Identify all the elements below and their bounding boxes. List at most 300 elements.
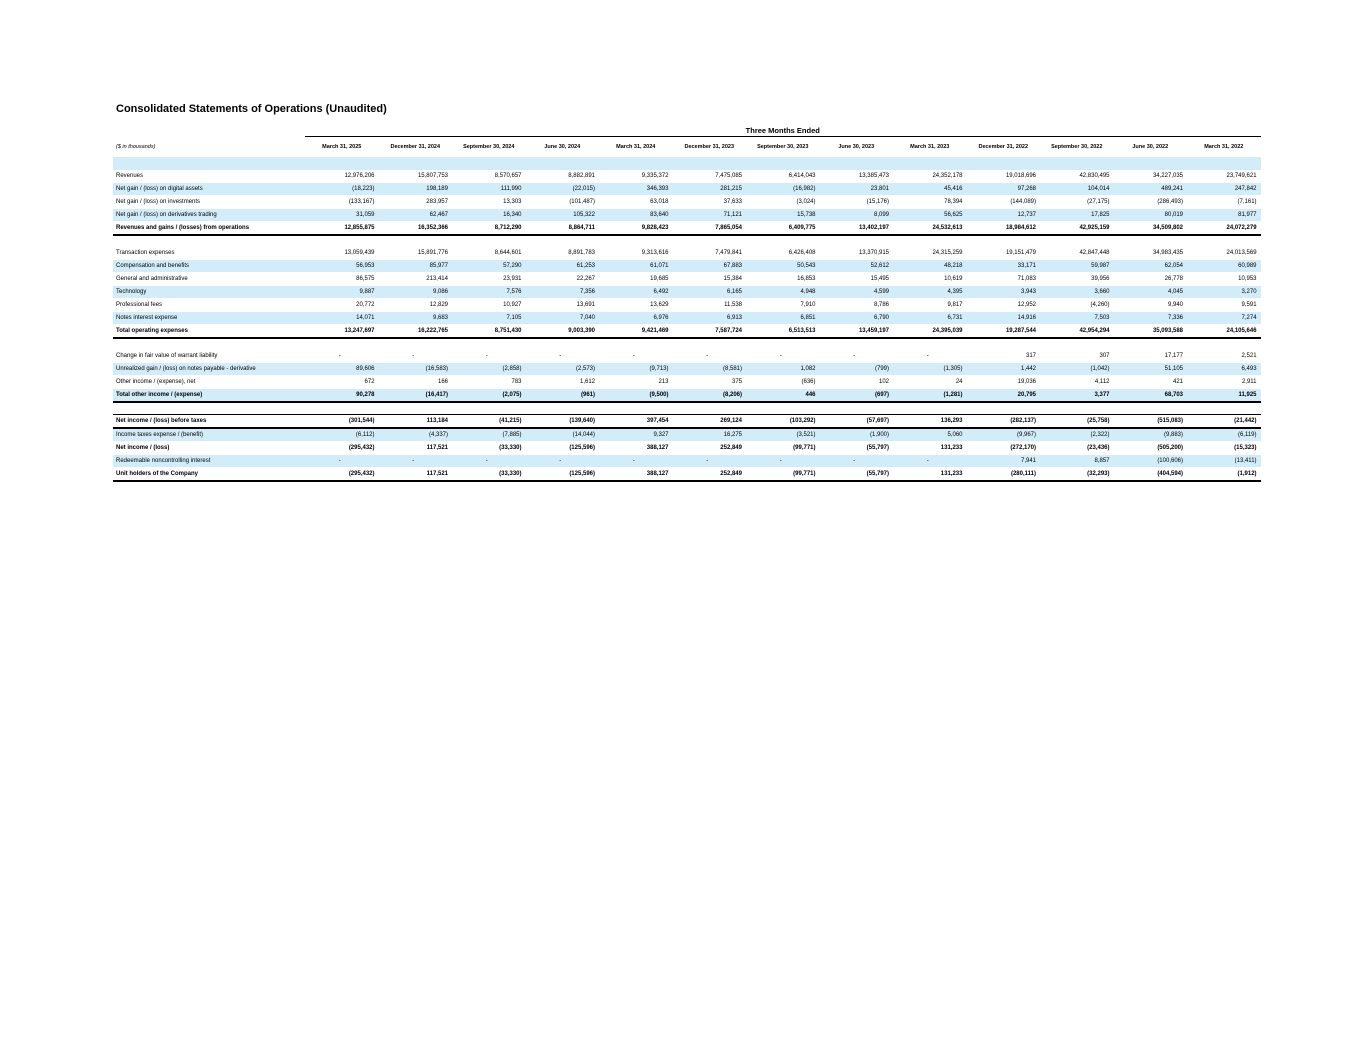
table-row bbox=[113, 350, 1261, 363]
value-cell: (799) bbox=[820, 363, 894, 376]
value-cell: 9,335,372 bbox=[599, 170, 673, 183]
value-cell: 131,233 bbox=[893, 442, 967, 455]
value-cell: (16,417) bbox=[379, 389, 453, 403]
row-label: Revenues and gains / (losses) from operations bbox=[113, 222, 305, 236]
value-cell: (4,337) bbox=[379, 428, 453, 442]
value-cell: - bbox=[893, 350, 967, 363]
value-cell: (7,885) bbox=[452, 428, 526, 442]
value-cell: (1,042) bbox=[1040, 363, 1114, 376]
table-row bbox=[113, 376, 1261, 389]
value-cell: 15,738 bbox=[746, 209, 820, 222]
column-header: March 31, 2023 bbox=[910, 144, 950, 150]
value-cell: 6,165 bbox=[673, 286, 747, 299]
value-cell: (7,161) bbox=[1187, 196, 1261, 209]
value-cell: 8,099 bbox=[820, 209, 894, 222]
value-cell: 4,948 bbox=[746, 286, 820, 299]
value-cell: 317 bbox=[967, 350, 1041, 363]
value-cell: 388,127 bbox=[599, 468, 673, 482]
value-cell: 7,356 bbox=[526, 286, 600, 299]
value-cell: 61,071 bbox=[599, 260, 673, 273]
value-cell: 13,459,197 bbox=[820, 325, 894, 339]
value-cell: 346,393 bbox=[599, 183, 673, 196]
row-label: Net income / (loss) before taxes bbox=[113, 415, 305, 429]
value-cell: 7,274 bbox=[1187, 312, 1261, 325]
value-cell: 62,054 bbox=[1114, 260, 1188, 273]
value-cell: (15,323) bbox=[1187, 442, 1261, 455]
table-row bbox=[113, 273, 1261, 286]
value-cell: 9,591 bbox=[1187, 299, 1261, 312]
column-header-row bbox=[113, 137, 1261, 158]
value-cell: 2,911 bbox=[1187, 376, 1261, 389]
row-label: Notes interest expense bbox=[113, 312, 305, 325]
value-cell: 489,241 bbox=[1114, 183, 1188, 196]
value-cell: 34,983,435 bbox=[1114, 247, 1188, 260]
value-cell: 388,127 bbox=[599, 442, 673, 455]
value-cell: (1,912) bbox=[1187, 468, 1261, 482]
value-cell: - bbox=[599, 350, 673, 363]
value-cell: 24,013,569 bbox=[1187, 247, 1261, 260]
value-cell: 12,952 bbox=[967, 299, 1041, 312]
value-cell: 61,253 bbox=[526, 260, 600, 273]
value-cell: 16,275 bbox=[673, 428, 747, 442]
value-cell: 6,492 bbox=[599, 286, 673, 299]
table-row bbox=[113, 363, 1261, 376]
total-row bbox=[113, 415, 1261, 429]
value-cell: 421 bbox=[1114, 376, 1188, 389]
value-cell: 17,825 bbox=[1040, 209, 1114, 222]
value-cell: 8,786 bbox=[820, 299, 894, 312]
value-cell: 446 bbox=[746, 389, 820, 403]
value-cell: (33,330) bbox=[452, 468, 526, 482]
value-cell: 13,402,197 bbox=[820, 222, 894, 236]
value-cell: 19,151,479 bbox=[967, 247, 1041, 260]
row-label: Total other income / (expense) bbox=[113, 389, 305, 403]
value-cell: 102 bbox=[820, 376, 894, 389]
value-cell: 7,587,724 bbox=[673, 325, 747, 339]
value-cell: 111,990 bbox=[452, 183, 526, 196]
value-cell: 13,629 bbox=[599, 299, 673, 312]
total-row bbox=[113, 222, 1261, 236]
value-cell: - bbox=[673, 455, 747, 468]
value-cell: 8,891,783 bbox=[526, 247, 600, 260]
value-cell: (1,900) bbox=[820, 428, 894, 442]
value-cell: 3,943 bbox=[967, 286, 1041, 299]
value-cell: 13,370,915 bbox=[820, 247, 894, 260]
value-cell: (1,305) bbox=[893, 363, 967, 376]
value-cell: (32,293) bbox=[1040, 468, 1114, 482]
value-cell: 7,576 bbox=[452, 286, 526, 299]
value-cell: 6,426,408 bbox=[746, 247, 820, 260]
value-cell: - bbox=[820, 350, 894, 363]
value-cell: 39,956 bbox=[1040, 273, 1114, 286]
value-cell: 56,625 bbox=[893, 209, 967, 222]
value-cell: 9,086 bbox=[379, 286, 453, 299]
value-cell: - bbox=[746, 350, 820, 363]
value-cell: (57,697) bbox=[820, 415, 894, 429]
value-cell: 8,570,657 bbox=[452, 170, 526, 183]
period-label: Three Months Ended bbox=[305, 123, 1261, 137]
table-row bbox=[113, 286, 1261, 299]
table-row bbox=[113, 247, 1261, 260]
value-cell: 105,322 bbox=[526, 209, 600, 222]
value-cell: 45,416 bbox=[893, 183, 967, 196]
value-cell: (295,432) bbox=[305, 442, 379, 455]
value-cell: 213 bbox=[599, 376, 673, 389]
column-header: June 30, 2022 bbox=[1132, 144, 1169, 150]
value-cell: - bbox=[746, 455, 820, 468]
value-cell: 24,315,259 bbox=[893, 247, 967, 260]
value-cell: 6,493 bbox=[1187, 363, 1261, 376]
value-cell: 31,059 bbox=[305, 209, 379, 222]
value-cell: 67,883 bbox=[673, 260, 747, 273]
value-cell: 71,083 bbox=[967, 273, 1041, 286]
value-cell: 35,093,588 bbox=[1114, 325, 1188, 339]
table-row bbox=[113, 455, 1261, 468]
value-cell: (13,411) bbox=[1187, 455, 1261, 468]
spacer-cell bbox=[113, 235, 1261, 247]
value-cell: 213,414 bbox=[379, 273, 453, 286]
table-row bbox=[113, 170, 1261, 183]
value-cell: 68,703 bbox=[1114, 389, 1188, 403]
total-row bbox=[113, 325, 1261, 339]
value-cell: 9,817 bbox=[893, 299, 967, 312]
value-cell: 51,105 bbox=[1114, 363, 1188, 376]
value-cell: 9,003,390 bbox=[526, 325, 600, 339]
value-cell: 90,278 bbox=[305, 389, 379, 403]
value-cell: 78,394 bbox=[893, 196, 967, 209]
value-cell: 83,640 bbox=[599, 209, 673, 222]
value-cell: 9,683 bbox=[379, 312, 453, 325]
value-cell: (286,493) bbox=[1114, 196, 1188, 209]
value-cell: 24,105,646 bbox=[1187, 325, 1261, 339]
value-cell: (2,573) bbox=[526, 363, 600, 376]
value-cell: 15,891,776 bbox=[379, 247, 453, 260]
value-cell: (961) bbox=[526, 389, 600, 403]
value-cell: 9,940 bbox=[1114, 299, 1188, 312]
value-cell: (99,771) bbox=[746, 468, 820, 482]
value-cell: (15,176) bbox=[820, 196, 894, 209]
value-cell: 307 bbox=[1040, 350, 1114, 363]
value-cell: 63,018 bbox=[599, 196, 673, 209]
value-cell: (515,083) bbox=[1114, 415, 1188, 429]
value-cell: 6,976 bbox=[599, 312, 673, 325]
value-cell: (27,175) bbox=[1040, 196, 1114, 209]
value-cell: (3,024) bbox=[746, 196, 820, 209]
value-cell: 8,644,601 bbox=[452, 247, 526, 260]
value-cell: 20,795 bbox=[967, 389, 1041, 403]
row-label: Compensation and benefits bbox=[113, 260, 305, 273]
value-cell: (14,044) bbox=[526, 428, 600, 442]
column-header: March 31, 2024 bbox=[616, 144, 656, 150]
value-cell: (101,487) bbox=[526, 196, 600, 209]
table-row bbox=[113, 196, 1261, 209]
value-cell: 281,215 bbox=[673, 183, 747, 196]
value-cell: 24,352,178 bbox=[893, 170, 967, 183]
value-cell: 8,864,711 bbox=[526, 222, 600, 236]
row-label: Income taxes expense / (benefit) bbox=[113, 428, 305, 442]
value-cell: 6,913 bbox=[673, 312, 747, 325]
value-cell: (2,322) bbox=[1040, 428, 1114, 442]
value-cell: 8,882,891 bbox=[526, 170, 600, 183]
value-cell: (125,596) bbox=[526, 468, 600, 482]
value-cell: (1,281) bbox=[893, 389, 967, 403]
value-cell: 136,293 bbox=[893, 415, 967, 429]
value-cell: 6,414,043 bbox=[746, 170, 820, 183]
value-cell: 24,395,039 bbox=[893, 325, 967, 339]
value-cell: - bbox=[305, 350, 379, 363]
value-cell: 4,599 bbox=[820, 286, 894, 299]
value-cell: (16,982) bbox=[746, 183, 820, 196]
value-cell: (3,521) bbox=[746, 428, 820, 442]
value-cell: 22,267 bbox=[526, 273, 600, 286]
value-cell: - bbox=[820, 455, 894, 468]
value-cell: (41,215) bbox=[452, 415, 526, 429]
value-cell: 4,395 bbox=[893, 286, 967, 299]
total-row bbox=[113, 468, 1261, 482]
value-cell: 7,865,054 bbox=[673, 222, 747, 236]
row-label: Change in fair value of warrant liability bbox=[113, 350, 305, 363]
value-cell: 23,749,621 bbox=[1187, 170, 1261, 183]
value-cell: 42,925,159 bbox=[1040, 222, 1114, 236]
value-cell: 4,112 bbox=[1040, 376, 1114, 389]
value-cell: - bbox=[526, 455, 600, 468]
value-cell: (99,771) bbox=[746, 442, 820, 455]
value-cell: (55,797) bbox=[820, 442, 894, 455]
value-cell: 10,619 bbox=[893, 273, 967, 286]
value-cell: 26,778 bbox=[1114, 273, 1188, 286]
value-cell: 57,290 bbox=[452, 260, 526, 273]
row-label: Net income / (loss) bbox=[113, 442, 305, 455]
value-cell: 34,509,802 bbox=[1114, 222, 1188, 236]
period-header-row bbox=[113, 123, 1261, 137]
value-cell: 20,772 bbox=[305, 299, 379, 312]
value-cell: 50,543 bbox=[746, 260, 820, 273]
value-cell: (505,200) bbox=[1114, 442, 1188, 455]
value-cell: 42,847,448 bbox=[1040, 247, 1114, 260]
value-cell: 113,184 bbox=[379, 415, 453, 429]
row-label: Net gain / (loss) on digital assets bbox=[113, 183, 305, 196]
value-cell: 9,313,616 bbox=[599, 247, 673, 260]
value-cell: 62,467 bbox=[379, 209, 453, 222]
value-cell: 56,953 bbox=[305, 260, 379, 273]
row-label: Unit holders of the Company bbox=[113, 468, 305, 482]
table-row bbox=[113, 209, 1261, 222]
value-cell: 9,887 bbox=[305, 286, 379, 299]
value-cell: 7,910 bbox=[746, 299, 820, 312]
value-cell: 59,987 bbox=[1040, 260, 1114, 273]
value-cell: (2,858) bbox=[452, 363, 526, 376]
row-label: Other income / (expense), net bbox=[113, 376, 305, 389]
value-cell: 7,475,085 bbox=[673, 170, 747, 183]
value-cell: 7,105 bbox=[452, 312, 526, 325]
value-cell: 24,072,279 bbox=[1187, 222, 1261, 236]
row-label: Transaction expenses bbox=[113, 247, 305, 260]
value-cell: (301,544) bbox=[305, 415, 379, 429]
row-label: Technology bbox=[113, 286, 305, 299]
value-cell: - bbox=[305, 455, 379, 468]
column-header: September 30, 2022 bbox=[1051, 144, 1103, 150]
value-cell: (33,330) bbox=[452, 442, 526, 455]
value-cell: 18,984,612 bbox=[967, 222, 1041, 236]
value-cell: 8,751,430 bbox=[452, 325, 526, 339]
value-cell: (697) bbox=[820, 389, 894, 403]
value-cell: 12,976,206 bbox=[305, 170, 379, 183]
table-row bbox=[113, 260, 1261, 273]
value-cell: 1,612 bbox=[526, 376, 600, 389]
row-label: Unrealized gain / (loss) on notes payable - derivative bbox=[113, 363, 305, 376]
value-cell: (55,797) bbox=[820, 468, 894, 482]
value-cell: (103,292) bbox=[746, 415, 820, 429]
value-cell: - bbox=[599, 455, 673, 468]
value-cell: 117,521 bbox=[379, 468, 453, 482]
value-cell: 97,268 bbox=[967, 183, 1041, 196]
value-cell: 33,171 bbox=[967, 260, 1041, 273]
value-cell: 397,454 bbox=[599, 415, 673, 429]
value-cell: 2,521 bbox=[1187, 350, 1261, 363]
value-cell: 15,495 bbox=[820, 273, 894, 286]
value-cell: (9,967) bbox=[967, 428, 1041, 442]
table-row bbox=[113, 428, 1261, 442]
value-cell: (6,112) bbox=[305, 428, 379, 442]
value-cell: 89,606 bbox=[305, 363, 379, 376]
value-cell: - bbox=[893, 455, 967, 468]
value-cell: 252,849 bbox=[673, 468, 747, 482]
column-header: September 30, 2023 bbox=[757, 144, 809, 150]
value-cell: - bbox=[526, 350, 600, 363]
value-cell: 7,503 bbox=[1040, 312, 1114, 325]
row-label: General and administrative bbox=[113, 273, 305, 286]
column-header: March 31, 2022 bbox=[1204, 144, 1244, 150]
value-cell: (272,170) bbox=[967, 442, 1041, 455]
value-cell: (404,594) bbox=[1114, 468, 1188, 482]
spacer-cell bbox=[113, 402, 1261, 415]
value-cell: 10,953 bbox=[1187, 273, 1261, 286]
value-cell: 13,303 bbox=[452, 196, 526, 209]
value-cell: (144,089) bbox=[967, 196, 1041, 209]
table-row bbox=[113, 442, 1261, 455]
units-label: ($ in thousands) bbox=[116, 143, 156, 150]
value-cell: (100,606) bbox=[1114, 455, 1188, 468]
table-row bbox=[113, 299, 1261, 312]
value-cell: 52,612 bbox=[820, 260, 894, 273]
value-cell: 60,989 bbox=[1187, 260, 1261, 273]
value-cell: 16,222,765 bbox=[379, 325, 453, 339]
header-shade-band bbox=[113, 157, 1261, 170]
value-cell: (18,223) bbox=[305, 183, 379, 196]
value-cell: 9,828,423 bbox=[599, 222, 673, 236]
value-cell: 19,018,696 bbox=[967, 170, 1041, 183]
value-cell: 672 bbox=[305, 376, 379, 389]
value-cell: (8,206) bbox=[673, 389, 747, 403]
value-cell: (295,432) bbox=[305, 468, 379, 482]
value-cell: 71,121 bbox=[673, 209, 747, 222]
column-header: December 31, 2023 bbox=[684, 144, 735, 150]
value-cell: 198,189 bbox=[379, 183, 453, 196]
value-cell: 1,082 bbox=[746, 363, 820, 376]
value-cell: (139,640) bbox=[526, 415, 600, 429]
value-cell: 16,352,366 bbox=[379, 222, 453, 236]
value-cell: (25,758) bbox=[1040, 415, 1114, 429]
value-cell: 19,685 bbox=[599, 273, 673, 286]
value-cell: 7,336 bbox=[1114, 312, 1188, 325]
column-header: September 30, 2024 bbox=[463, 144, 515, 150]
statements-of-operations-table bbox=[113, 123, 1261, 482]
value-cell: 16,853 bbox=[746, 273, 820, 286]
value-cell: 23,801 bbox=[820, 183, 894, 196]
value-cell: 3,660 bbox=[1040, 286, 1114, 299]
value-cell: (4,260) bbox=[1040, 299, 1114, 312]
value-cell: 24 bbox=[893, 376, 967, 389]
value-cell: 34,227,035 bbox=[1114, 170, 1188, 183]
value-cell: (282,137) bbox=[967, 415, 1041, 429]
value-cell: (280,111) bbox=[967, 468, 1041, 482]
value-cell: 15,807,753 bbox=[379, 170, 453, 183]
section-spacer bbox=[113, 235, 1261, 247]
column-header: June 30, 2024 bbox=[544, 144, 581, 150]
section-spacer bbox=[113, 338, 1261, 350]
value-cell: 783 bbox=[452, 376, 526, 389]
value-cell: - bbox=[379, 350, 453, 363]
value-cell: (6,119) bbox=[1187, 428, 1261, 442]
value-cell: 5,060 bbox=[893, 428, 967, 442]
value-cell: 17,177 bbox=[1114, 350, 1188, 363]
value-cell: (9,500) bbox=[599, 389, 673, 403]
value-cell: 166 bbox=[379, 376, 453, 389]
value-cell: - bbox=[452, 350, 526, 363]
value-cell: 19,036 bbox=[967, 376, 1041, 389]
row-label: Revenues bbox=[113, 170, 305, 183]
document-title: Consolidated Statements of Operations (Unaudited) bbox=[116, 103, 387, 115]
value-cell: 15,384 bbox=[673, 273, 747, 286]
value-cell: 283,957 bbox=[379, 196, 453, 209]
value-cell: 131,233 bbox=[893, 468, 967, 482]
value-cell: 247,842 bbox=[1187, 183, 1261, 196]
value-cell: 9,327 bbox=[599, 428, 673, 442]
column-header: March 31, 2025 bbox=[322, 144, 362, 150]
row-label: Professional fees bbox=[113, 299, 305, 312]
section-spacer bbox=[113, 402, 1261, 415]
value-cell: 48,218 bbox=[893, 260, 967, 273]
value-cell: 85,977 bbox=[379, 260, 453, 273]
value-cell: 13,385,473 bbox=[820, 170, 894, 183]
value-cell: 12,737 bbox=[967, 209, 1041, 222]
spacer-cell bbox=[113, 338, 1261, 350]
value-cell: (21,442) bbox=[1187, 415, 1261, 429]
column-header: December 31, 2024 bbox=[390, 144, 441, 150]
value-cell: 23,931 bbox=[452, 273, 526, 286]
value-cell: 252,849 bbox=[673, 442, 747, 455]
value-cell: 375 bbox=[673, 376, 747, 389]
value-cell: (125,596) bbox=[526, 442, 600, 455]
column-header: June 30, 2023 bbox=[838, 144, 875, 150]
value-cell: 81,977 bbox=[1187, 209, 1261, 222]
value-cell: 6,851 bbox=[746, 312, 820, 325]
value-cell: 269,124 bbox=[673, 415, 747, 429]
row-label: Net gain / (loss) on derivatives trading bbox=[113, 209, 305, 222]
value-cell: 13,691 bbox=[526, 299, 600, 312]
value-cell: (9,883) bbox=[1114, 428, 1188, 442]
value-cell: 12,829 bbox=[379, 299, 453, 312]
value-cell: - bbox=[673, 350, 747, 363]
value-cell: 6,513,513 bbox=[746, 325, 820, 339]
value-cell: 42,954,294 bbox=[1040, 325, 1114, 339]
value-cell: 19,287,544 bbox=[967, 325, 1041, 339]
value-cell: 42,830,495 bbox=[1040, 170, 1114, 183]
table-row bbox=[113, 312, 1261, 325]
value-cell: 6,731 bbox=[893, 312, 967, 325]
value-cell: (23,436) bbox=[1040, 442, 1114, 455]
value-cell: 3,377 bbox=[1040, 389, 1114, 403]
